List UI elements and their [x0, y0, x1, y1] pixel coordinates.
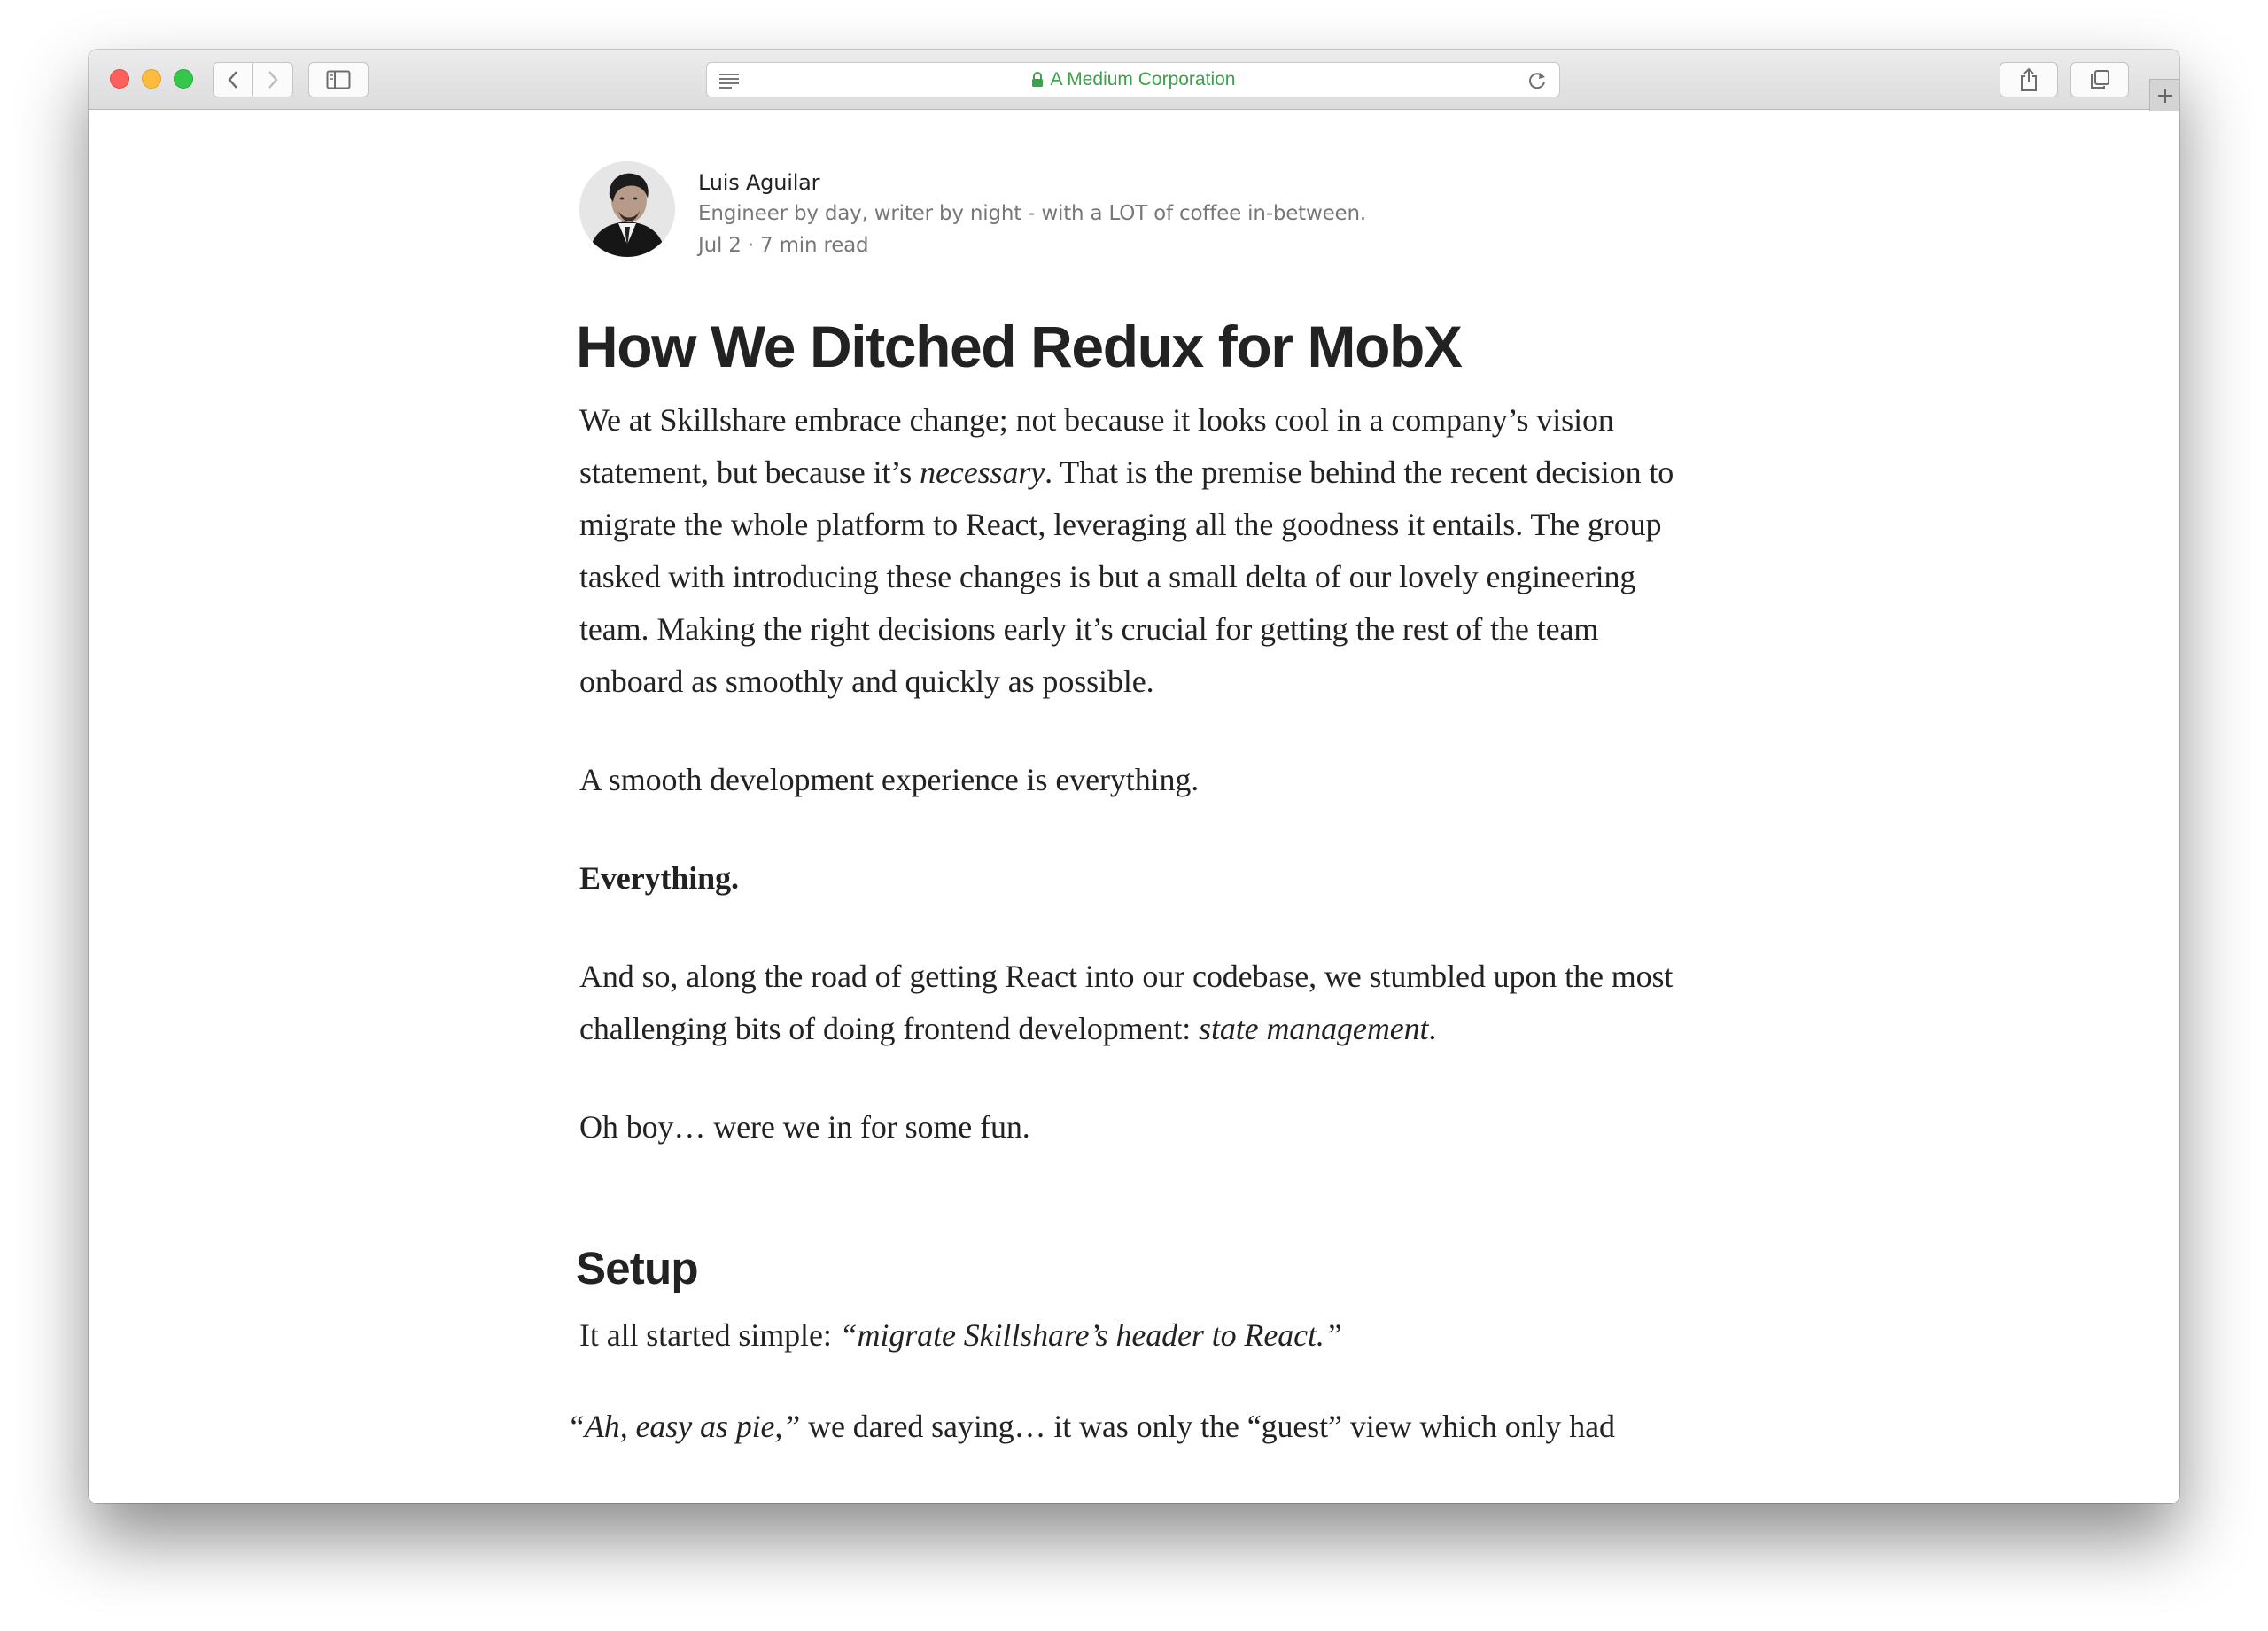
author-name[interactable]: Luis Aguilar	[698, 170, 820, 195]
sidebar-toggle-button[interactable]	[308, 62, 369, 97]
address-text-group	[707, 63, 1559, 97]
post-meta: Jul 2 · 7 min read	[698, 234, 869, 257]
address-bar[interactable]	[706, 62, 1560, 97]
paragraph-guest	[567, 1401, 1731, 1453]
paragraph-state	[579, 951, 1731, 1055]
paragraph-guest-text: we dared saying… it was only the “guest” view which only had	[800, 1409, 1615, 1444]
back-button[interactable]	[213, 62, 253, 97]
paragraph-setup	[579, 1309, 1731, 1362]
page-content	[89, 111, 2179, 1503]
new-tab-button[interactable]	[2149, 79, 2179, 111]
share-icon	[2019, 67, 2039, 92]
paragraph-setup-text: It all started simple:	[579, 1317, 840, 1353]
close-window-button[interactable]	[110, 69, 129, 89]
paragraph-state-text-b: .	[1428, 1011, 1437, 1046]
paragraph-intro-emphasis: necessary	[920, 454, 1045, 490]
sidebar-icon	[326, 70, 351, 89]
plus-icon	[2156, 87, 2174, 105]
tabs-icon	[2089, 69, 2110, 90]
paragraph-everything: Everything.	[579, 860, 739, 896]
reload-icon[interactable]	[1527, 71, 1547, 90]
author-block	[579, 161, 1731, 259]
zoom-window-button[interactable]	[174, 69, 193, 89]
paragraph-setup-emphasis: “migrate Skillshare’s header to React.”	[839, 1317, 1342, 1353]
minimize-window-button[interactable]	[142, 69, 161, 89]
browser-window	[89, 50, 2179, 1503]
address-text: A Medium Corporation	[1050, 69, 1236, 89]
back-icon	[227, 69, 239, 90]
article-body	[567, 313, 1731, 1453]
paragraph-state-text-a: And so, along the road of getting React into our codebase, we stumbled upon the most challenging bits of doing frontend development:	[579, 959, 1674, 1046]
forward-button[interactable]	[252, 62, 293, 97]
article-title: How We Ditched Redux for MobX	[576, 314, 1462, 379]
lock-icon	[1031, 72, 1044, 88]
paragraph-guest-emphasis: “Ah, easy as pie,”	[567, 1409, 801, 1444]
paragraph-state-emphasis: state management	[1199, 1011, 1429, 1046]
browser-toolbar	[89, 50, 2179, 110]
paragraph-intro	[579, 394, 1705, 708]
share-button[interactable]	[2000, 62, 2058, 97]
paragraph-fun: Oh boy… were we in for some fun.	[579, 1109, 1030, 1145]
avatar-portrait	[579, 161, 675, 257]
section-heading-setup: Setup	[576, 1243, 698, 1293]
author-bio: Engineer by day, writer by night - with a LOT of coffee in-between.	[698, 202, 1367, 225]
paragraph-smooth: A smooth development experience is everything.	[579, 762, 1200, 797]
author-avatar[interactable]	[579, 161, 675, 257]
forward-icon	[267, 69, 279, 90]
paragraph-intro-text-a: We at Skillshare embrace change; not because it looks cool in a company’s vision statement, but because it’s	[579, 402, 1614, 490]
paragraph-intro-text-b: . That is the premise behind the recent decision to migrate the whole platform to React, leveraging all the goodness it entails. The group tasked with introducing these changes is but a small delta of our lovely engineering team. Making the right decisions early it’s crucial for getting the rest of the team onboard as smoothly and quickly as possible.	[579, 454, 1674, 699]
show-tabs-button[interactable]	[2070, 62, 2129, 97]
